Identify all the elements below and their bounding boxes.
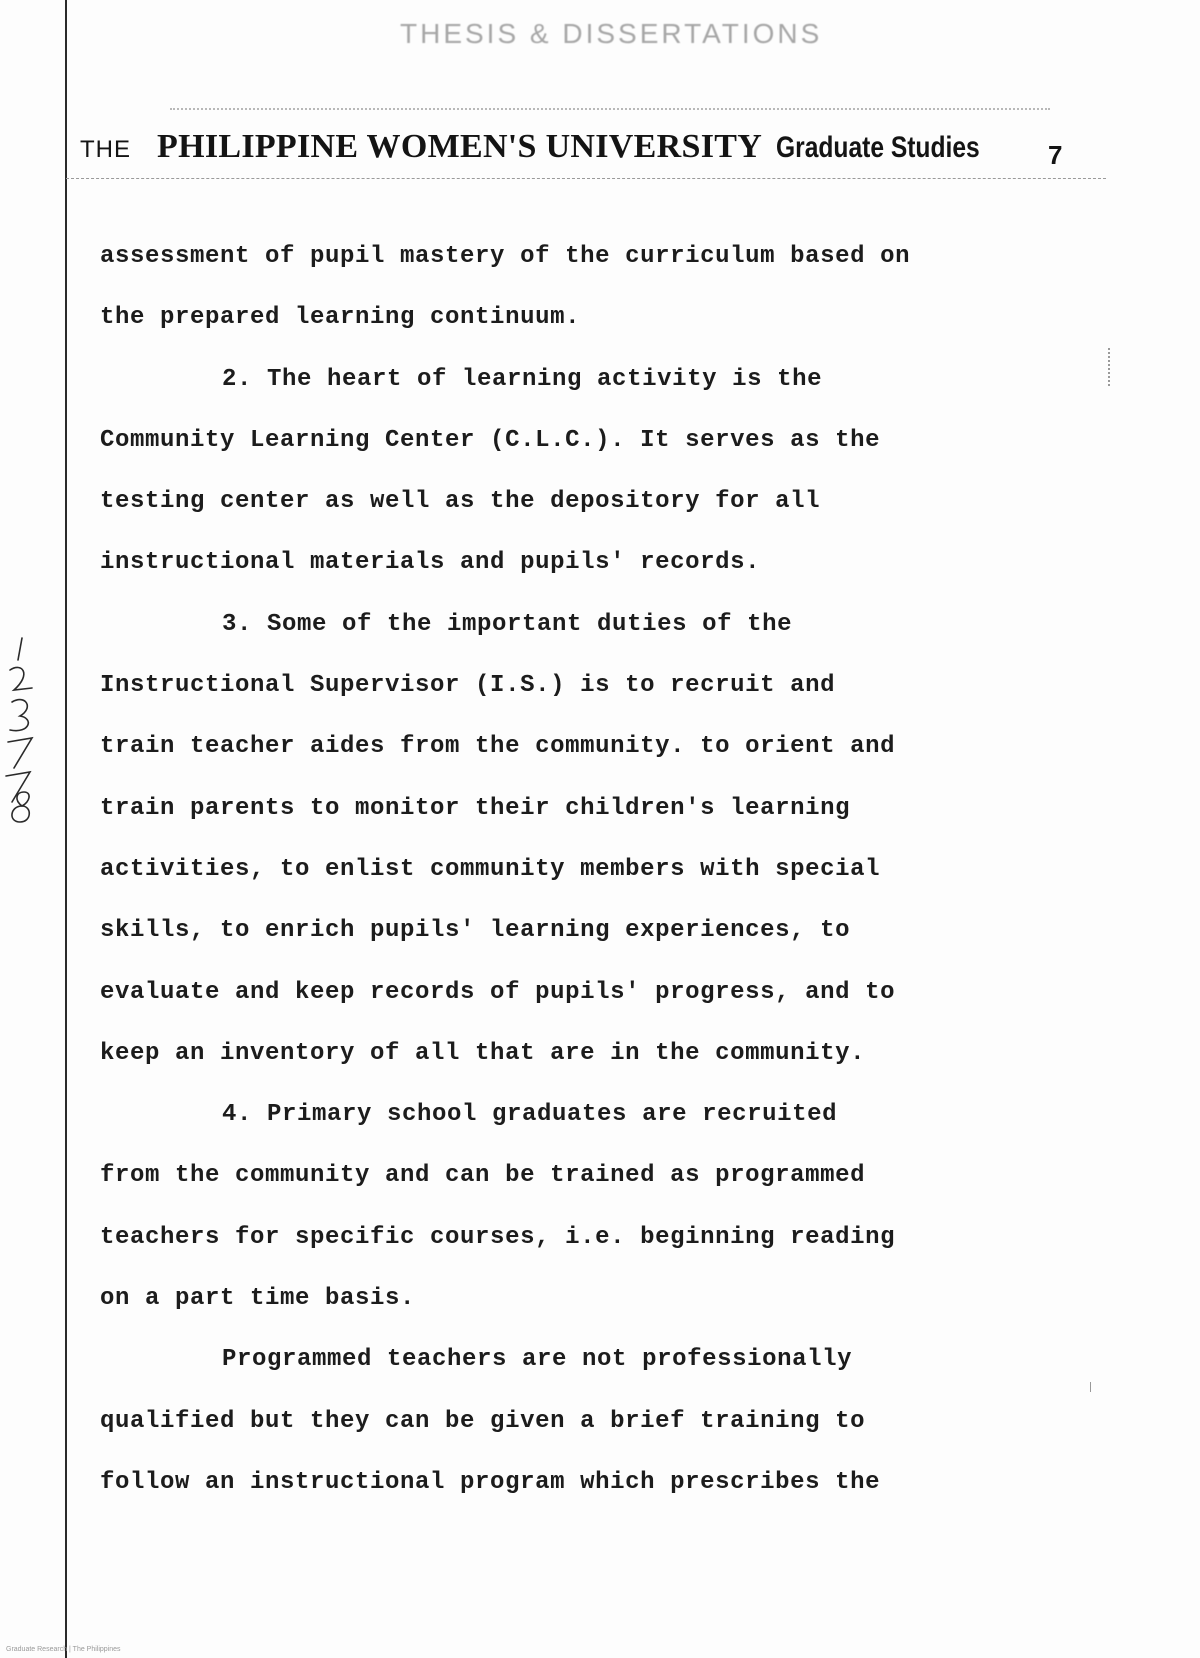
- text-line: skills, to enrich pupils' learning experiences, to: [100, 917, 851, 945]
- text-line: the prepared learning continuum.: [100, 304, 581, 332]
- division-name: Graduate Studies: [776, 131, 980, 164]
- text-line: keep an inventory of all that are in the community.: [100, 1039, 866, 1067]
- text-line: on a part time basis.: [100, 1285, 416, 1313]
- text-line: teachers for specific courses, i.e. beginning reading: [100, 1223, 896, 1251]
- letterhead: [80, 128, 1063, 170]
- letterhead-the: THE: [80, 136, 131, 163]
- header-dotted-line: [170, 108, 1050, 110]
- text-line: activities, to enlist community members with special: [100, 855, 881, 883]
- text-line: train parents to monitor their children's learning: [100, 794, 851, 822]
- page-number: 7: [1048, 140, 1063, 170]
- scan-footer: Graduate Research | The Philippines: [6, 1646, 121, 1653]
- text-line: testing center as well as the depository for all: [100, 488, 821, 516]
- scan-mark: [1108, 348, 1112, 386]
- text-line: Community Learning Center (C.L.C.). It serves as the: [100, 426, 881, 454]
- archive-stamp: THESIS & DISSERTATIONS: [400, 18, 823, 49]
- scan-mark-small: [1090, 1382, 1091, 1392]
- text-line: follow an instructional program which prescribes the: [100, 1468, 881, 1496]
- text-line: Instructional Supervisor (I.S.) is to recruit and: [100, 672, 836, 700]
- left-margin-rule: [65, 0, 67, 1658]
- text-line: evaluate and keep records of pupils' progress, and to: [100, 978, 896, 1006]
- text-line: from the community and can be trained as programmed: [100, 1162, 866, 1190]
- body-text: [100, 226, 980, 1513]
- text-line: assessment of pupil mastery of the curriculum based on: [100, 243, 911, 270]
- text-line: 3. Some of the important duties of the: [222, 610, 793, 638]
- text-line: train teacher aides from the community. to orient and: [100, 733, 896, 761]
- text-line: Programmed teachers are not professionally: [222, 1346, 853, 1374]
- text-line: instructional materials and pupils' records.: [100, 549, 761, 577]
- text-line: 4. Primary school graduates are recruited: [222, 1101, 838, 1129]
- text-line: qualified but they can be given a brief training to: [100, 1407, 866, 1435]
- header-rule: [66, 178, 1106, 179]
- text-line: 2. The heart of learning activity is the: [222, 365, 823, 393]
- university-name: PHILIPPINE WOMEN'S UNIVERSITY: [157, 128, 763, 165]
- handwritten-accession-number: [0, 630, 52, 830]
